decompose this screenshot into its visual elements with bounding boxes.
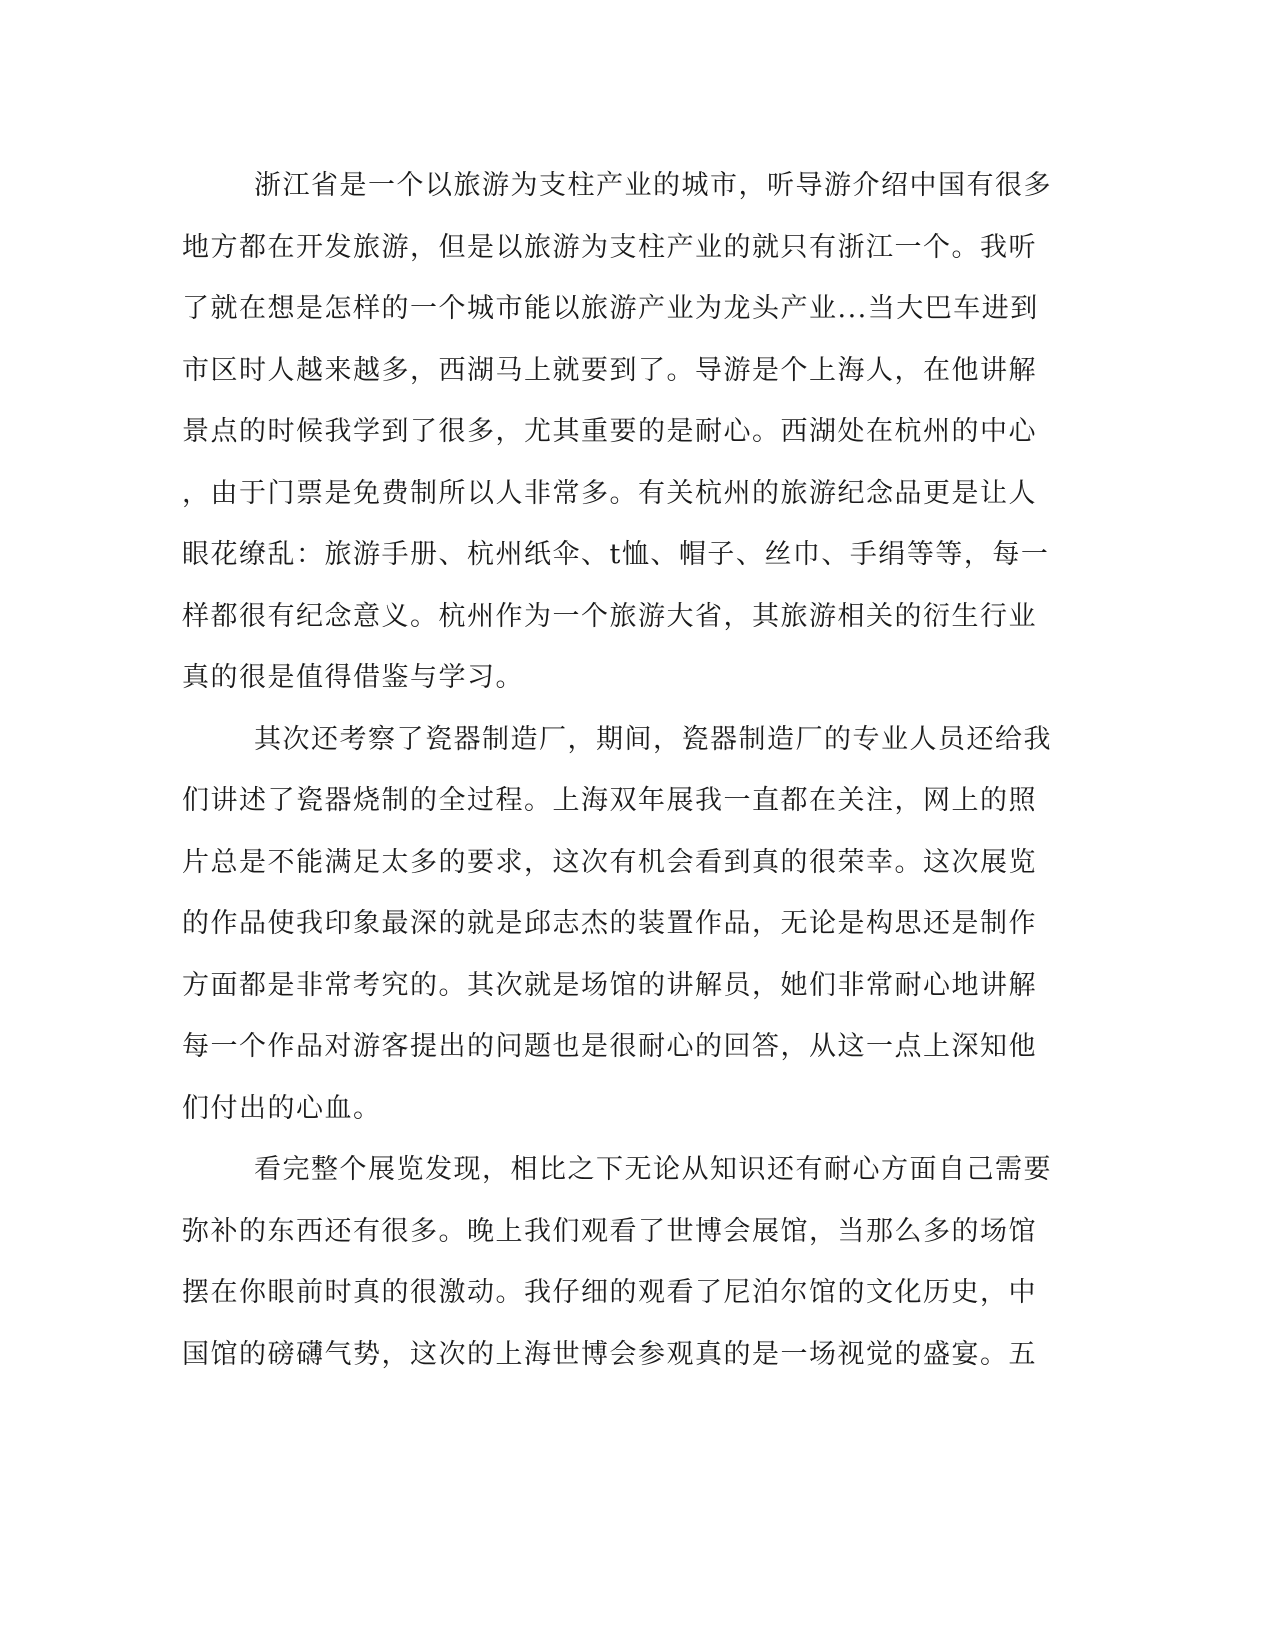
text-line: 真的很是值得借鉴与学习。	[182, 662, 524, 693]
text-line: 浙江省是一个以旅游为支柱产业的城市，听导游介绍中国有很多	[254, 170, 1052, 201]
text-line: 们讲述了瓷器烧制的全过程。上海双年展我一直都在关注，网上的照	[182, 785, 1037, 816]
text-line: 样都很有纪念意义。杭州作为一个旅游大省，其旅游相关的衍生行业	[182, 600, 1037, 632]
text-line: 景点的时候我学到了很多，尤其重要的是耐心。西湖处在杭州的中心	[182, 416, 1037, 447]
text-line: 每一个作品对游客提出的问题也是很耐心的回答，从这一点上深知他	[182, 1031, 1037, 1062]
paragraph-1	[182, 155, 1052, 709]
text-line: 眼花缭乱：旅游手册、杭州纸伞、t恤、帽子、丝巾、手绢等等，每一	[182, 539, 1050, 570]
text-line: ，由于门票是免费制所以人非常多。有关杭州的旅游纪念品更是让人	[182, 477, 1037, 509]
document-body	[182, 155, 1052, 1385]
text-line: 摆在你眼前时真的很激动。我仔细的观看了尼泊尔馆的文化历史，中	[182, 1277, 1037, 1308]
text-line: 其次还考察了瓷器制造厂，期间，瓷器制造厂的专业人员还给我	[254, 723, 1052, 755]
paragraph-3	[182, 1139, 1052, 1385]
text-line: 了就在想是怎样的一个城市能以旅游产业为龙头产业...当大巴车进到	[182, 293, 1039, 324]
text-line: 片总是不能满足太多的要求，这次有机会看到真的很荣幸。这次展览	[182, 846, 1037, 878]
text-line: 市区时人越来越多，西湖马上就要到了。导游是个上海人，在他讲解	[182, 354, 1037, 386]
text-line: 方面都是非常考究的。其次就是场馆的讲解员，她们非常耐心地讲解	[182, 969, 1037, 1001]
text-line: 的作品使我印象最深的就是邱志杰的装置作品，无论是构思还是制作	[182, 908, 1037, 939]
text-line: 国馆的磅礴气势，这次的上海世博会参观真的是一场视觉的盛宴。五	[182, 1338, 1037, 1370]
text-line: 看完整个展览发现，相比之下无论从知识还有耐心方面自己需要	[254, 1154, 1052, 1185]
text-line: 地方都在开发旅游，但是以旅游为支柱产业的就只有浙江一个。我听	[182, 231, 1037, 263]
text-line: 弥补的东西还有很多。晚上我们观看了世博会展馆，当那么多的场馆	[182, 1215, 1037, 1247]
paragraph-2	[182, 709, 1052, 1140]
text-line: 们付出的心血。	[182, 1092, 382, 1124]
